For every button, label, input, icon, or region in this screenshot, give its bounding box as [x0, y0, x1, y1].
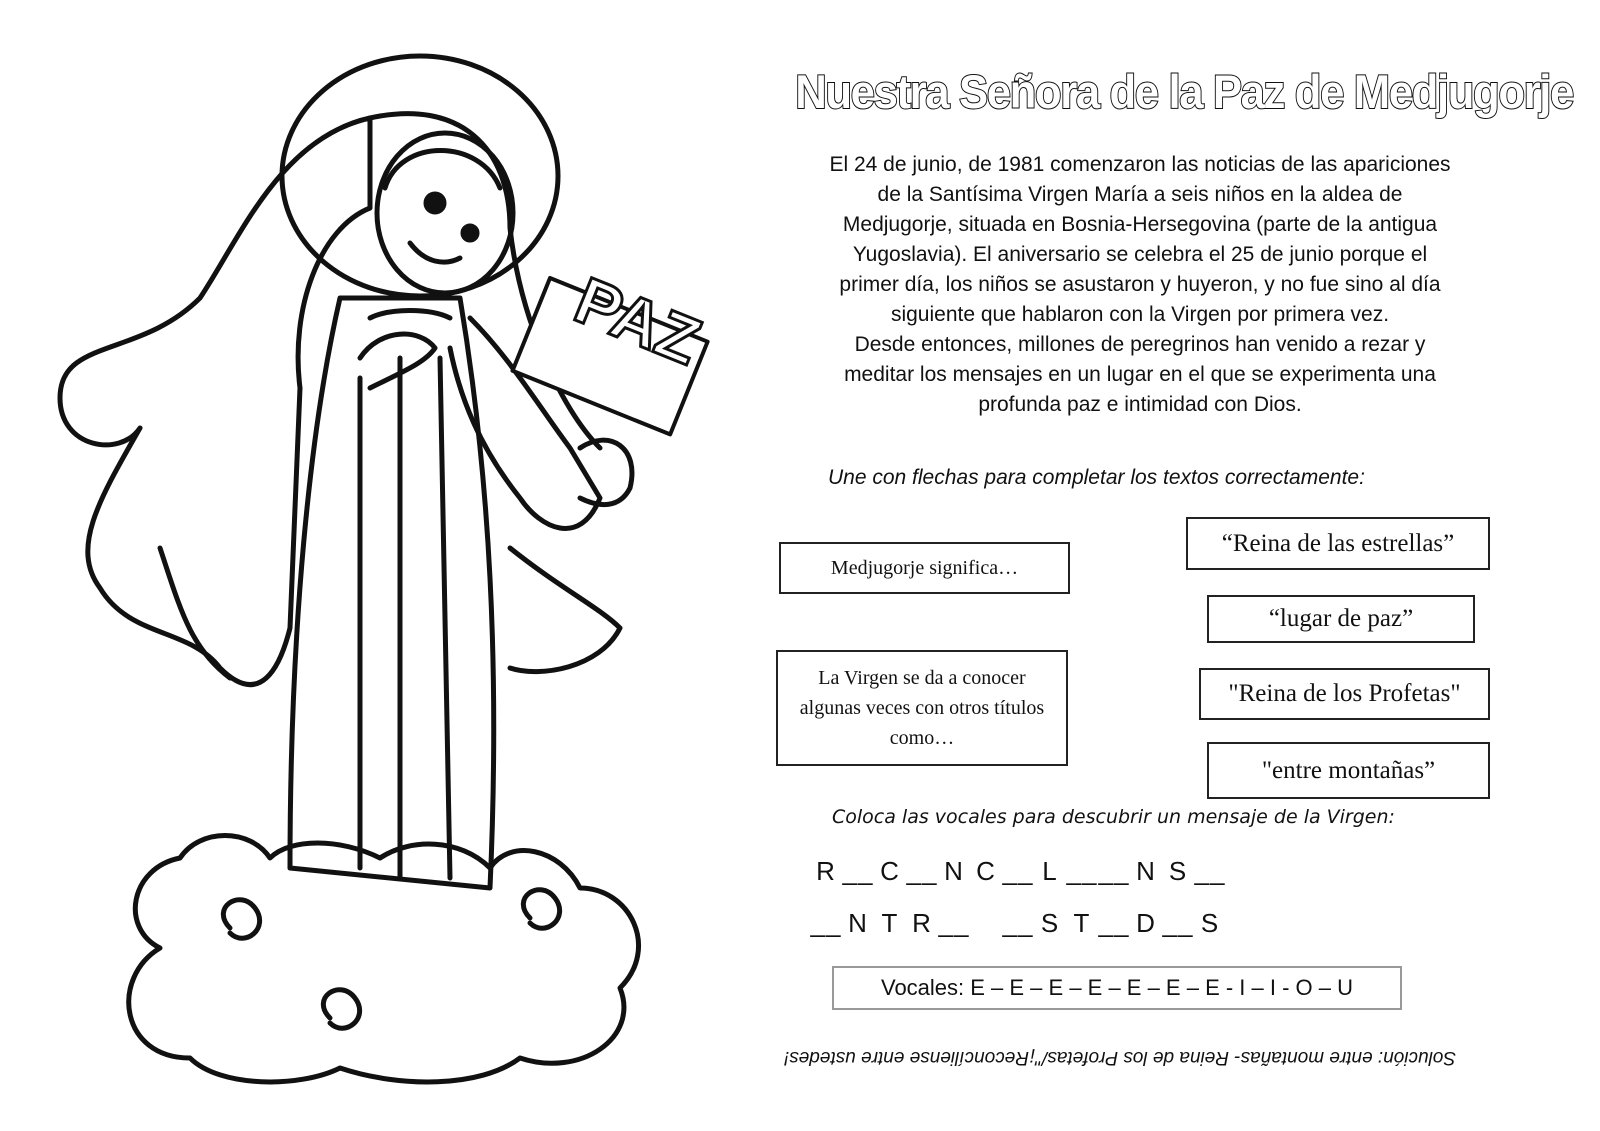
puzzle-letter: T [1073, 908, 1091, 938]
puzzle-row-1 [810, 856, 1450, 887]
matching-instruction: Une con flechas para completar los textos correctamente: [828, 466, 1365, 489]
puzzle-letter: R [816, 856, 836, 886]
paz-badge-text: PAZ [565, 262, 711, 379]
puzzle-letter: R [912, 908, 932, 938]
puzzle-letter: __ [1002, 908, 1034, 938]
matching-right-box-3: "Reina de los Profetas" [1199, 668, 1490, 720]
puzzle-letter: __ [1098, 908, 1130, 938]
intro-line: profunda paz e intimidad con Dios. [978, 393, 1302, 416]
matching-right-box-4: "entre montañas” [1207, 742, 1490, 799]
matching-right-box-2: “lugar de paz” [1207, 595, 1475, 643]
matching-left-box-2: La Virgen se da a conocer algunas veces con otros títulos como… [776, 650, 1068, 766]
puzzle-letter: D [1136, 908, 1156, 938]
puzzle-letter: N [1136, 856, 1156, 886]
puzzle-letter: __ [938, 908, 970, 938]
puzzle-letter: L [1042, 856, 1058, 886]
open-hand [580, 440, 632, 504]
face [377, 133, 513, 293]
puzzle-letter: __ [842, 856, 874, 886]
puzzle-letter: S [1200, 908, 1220, 938]
intro-line: El 24 de junio, de 1981 comenzaron las noticias de las apariciones [829, 153, 1451, 176]
puzzle-letter: __ [1002, 856, 1034, 886]
matching-right-box-1: “Reina de las estrellas” [1186, 517, 1490, 570]
puzzle-letter: __ [1066, 856, 1098, 886]
puzzle-letter: S [1168, 856, 1188, 886]
cloud [129, 836, 639, 1082]
puzzle-letter: __ [810, 908, 842, 938]
puzzle-letter: __ [1194, 856, 1226, 886]
virgin-mary-illustration [40, 28, 740, 1098]
intro-line: Yugoslavia). El aniversario se celebra el 25 de junio porque el [852, 243, 1428, 266]
page-title: Nuestra Señora de la Paz de Medjugorje [795, 65, 1573, 118]
puzzle-letter: N [944, 856, 964, 886]
puzzle-row-2 [810, 908, 1450, 939]
puzzle-letter: C [976, 856, 996, 886]
intro-line: Medjugorje, situada en Bosnia-Hersegovina (parte de la antigua [842, 213, 1438, 236]
intro-line: de la Santísima Virgen María a seis niños en la aldea de [877, 183, 1403, 206]
puzzle-letter: __ [1098, 856, 1130, 886]
puzzle-letter: T [881, 908, 899, 938]
puzzle-letter: N [848, 908, 868, 938]
puzzle-letter: __ [1162, 908, 1194, 938]
intro-line: primer día, los niños se asustaron y huyeron, y no fue sino al día [839, 273, 1441, 296]
intro-line: Desde entonces, millones de peregrinos han venido a rezar y [854, 333, 1426, 356]
puzzle-letter: S [1040, 908, 1060, 938]
puzzle-letter [970, 908, 1002, 939]
solution-upside-down: Solución: entre montañas- Reina de los Profetas/"¡Reconcíliense entre ustedes! [783, 1047, 1457, 1068]
intro-line: siguiente que hablaron con la Virgen por primera vez. [890, 303, 1390, 326]
vowels-box: Vocales: E – E – E – E – E – E – E - I – I - O – U [832, 966, 1402, 1010]
intro-line: meditar los mensajes en un lugar en el que se experimenta una [844, 363, 1436, 386]
intro-paragraph [790, 150, 1490, 420]
veil [60, 118, 370, 685]
matching-left-box-1: Medjugorje significa… [779, 542, 1070, 594]
puzzle-letter: __ [906, 856, 938, 886]
puzzle-instruction: Coloca las vocales para descubrir un mensaje de la Virgen: [832, 806, 1395, 828]
robe [290, 298, 494, 888]
puzzle-letter: C [880, 856, 900, 886]
